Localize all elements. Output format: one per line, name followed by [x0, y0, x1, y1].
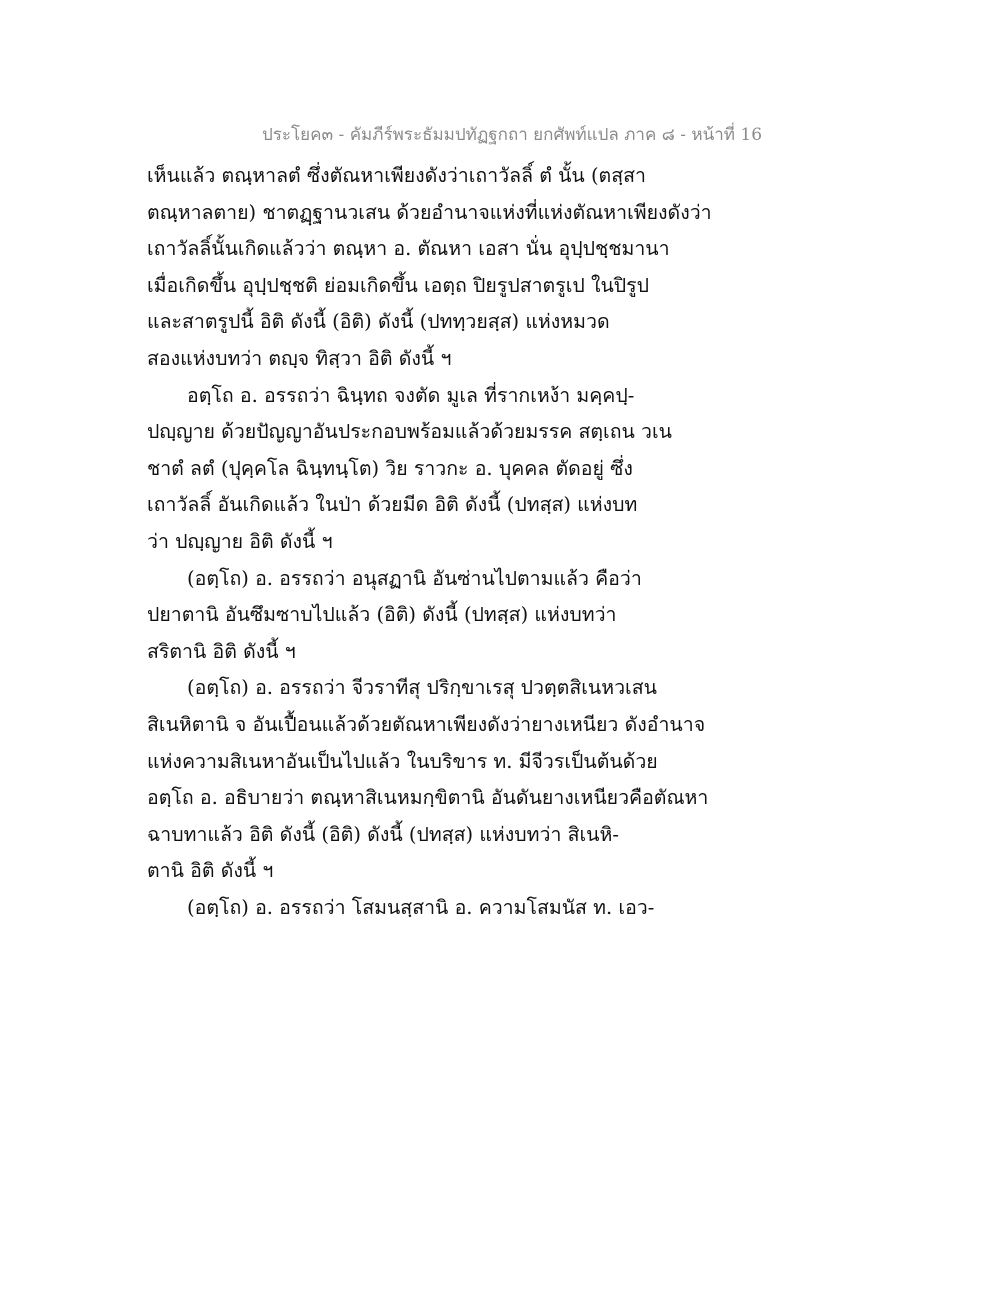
- text-line: สิเนหิตานิ จ อันเปื้อนแล้วด้วยตัณหาเพียงดังว่ายางเหนียว ดังอำนาจ: [147, 712, 706, 736]
- text-line: เมื่อเกิดขึ้น อุปฺปชฺชติ ย่อมเกิดขึ้น เอตฺถ ปิยรูปสาตรูเป ในปิรูป: [147, 273, 650, 297]
- text-line: ปยาตานิ อันซึมซาบไปแล้ว (อิติ) ดังนี้ (ปทสฺส) แห่งบทว่า: [147, 603, 617, 627]
- text-line: เถาวัลลิ์ อันเกิดแล้ว ในป่า ด้วยมีด อิติ ดังนี้ (ปทสฺส) แห่งบท: [147, 493, 638, 517]
- text-line: ชาตํ ลตํ (ปุคฺคโล ฉินฺทนฺโต) วิย ราวกะ อ. บุคคล ตัดอยู่ ซึ่ง: [147, 456, 633, 480]
- paragraph-start-line: (อตฺโถ) อ. อรรถว่า อนุสฏานิ อันซ่านไปตามแล้ว คือว่า: [187, 566, 642, 590]
- text-line: อตฺโถ อ. อธิบายว่า ตณฺหาสิเนหมกฺขิตานิ อันดันยางเหนียวคือตัณหา: [147, 786, 709, 810]
- text-line: แห่งความสิเนหาอันเป็นไปแล้ว ในบริขาร ท. มีจีวรเป็นต้นด้วย: [147, 749, 658, 773]
- paragraph-start-line: (อตฺโถ) อ. อรรถว่า จีวราทีสุ ปริกฺขาเรสุ ปวตฺตสิเนหวเสน: [187, 676, 657, 700]
- paragraph-start-line: อตฺโถ อ. อรรถว่า ฉินฺทถ จงตัด มูเล ที่รากเหง้า มคฺคปฺ-: [187, 383, 635, 407]
- text-line: และสาตรูปนี้ อิติ ดังนี้ (อิติ) ดังนี้ (ปททฺวยสฺส) แห่งหมวด: [147, 310, 610, 334]
- body-text: [147, 158, 712, 926]
- text-line: เห็นแล้ว ตณฺหาลตํ ซึ่งตัณหาเพียงดังว่าเถาวัลลิ์ ตํ นั้น (ตสฺสา: [147, 164, 646, 187]
- text-line: ตานิ อิติ ดังนี้ ฯ: [147, 859, 274, 883]
- text-line: ปญฺญาย ด้วยปัญญาอันประกอบพร้อมแล้วด้วยมรรค สตฺเถน วเน: [147, 420, 672, 444]
- text-line: ว่า ปญฺญาย อิติ ดังนี้ ฯ: [147, 529, 333, 553]
- text-line: ตณฺหาลตาย) ชาตฏฺฐานวเสน ด้วยอำนาจแห่งที่แห่งตัณหาเพียงดังว่า: [147, 200, 712, 224]
- text-line: สริตานิ อิติ ดังนี้ ฯ: [147, 639, 296, 663]
- text-line: สองแห่งบทว่า ตญฺจ ทิสฺวา อิติ ดังนี้ ฯ: [147, 346, 452, 370]
- text-line: เถาวัลลิ์นั้นเกิดแล้วว่า ตณฺหา อ. ตัณหา เอสา นั่น อุปฺปชฺชมานา: [147, 237, 670, 261]
- text-line: ฉาบทาแล้ว อิติ ดังนี้ (อิติ) ดังนี้ (ปทสฺส) แห่งบทว่า สิเนหิ-: [147, 822, 619, 846]
- paragraph-start-line: (อตฺโถ) อ. อรรถว่า โสมนสฺสานิ อ. ความโสมนัส ท. เอว-: [187, 895, 655, 919]
- running-header: ประโยค๓ - คัมภีร์พระธัมมปทัฏฐกถา ยกศัพท์แปล ภาค ๘ - หน้าที่ 16: [262, 125, 763, 145]
